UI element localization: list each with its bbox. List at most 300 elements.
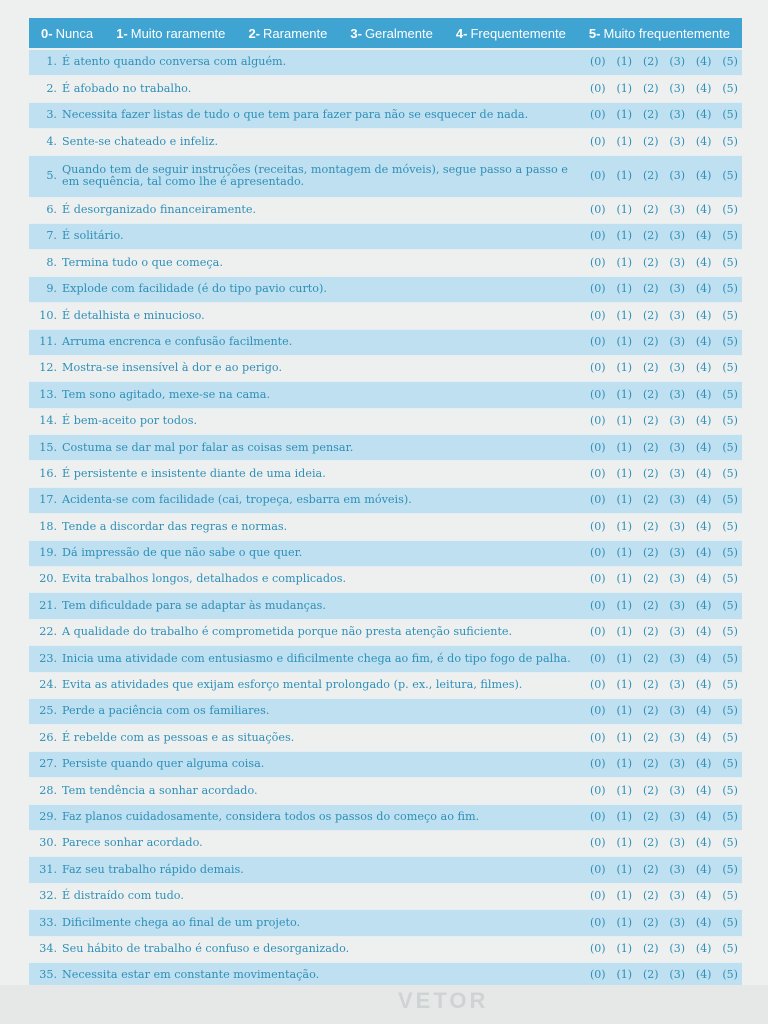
answer-options [590, 310, 742, 323]
answer-option-2[interactable]: (2) [642, 941, 659, 955]
question-row [29, 156, 742, 198]
answer-option-5[interactable]: (5) [722, 55, 738, 69]
question-row [29, 805, 742, 831]
answer-option-4[interactable]: (4) [695, 915, 712, 929]
question-row [29, 593, 742, 619]
answer-option-2[interactable]: (2) [642, 572, 659, 586]
answer-option-5[interactable]: (5) [722, 915, 738, 929]
answer-option-4[interactable]: (4) [695, 651, 712, 665]
answer-option-0[interactable]: (0) [590, 757, 606, 771]
answer-option-0[interactable]: (0) [590, 387, 606, 401]
question-number: 32. [39, 889, 57, 903]
answer-option-3[interactable]: (3) [669, 836, 685, 850]
question-number: 23. [39, 651, 57, 665]
answer-option-0[interactable]: (0) [590, 334, 606, 348]
answer-option-2[interactable]: (2) [642, 334, 659, 348]
answer-option-5[interactable]: (5) [722, 704, 738, 718]
answer-option-4[interactable]: (4) [695, 282, 712, 296]
answer-option-4[interactable]: (4) [695, 203, 712, 216]
answer-option-5[interactable]: (5) [722, 466, 738, 480]
answer-option-4[interactable]: (4) [695, 889, 712, 903]
answer-option-1[interactable]: (1) [616, 134, 633, 148]
answer-option-2[interactable]: (2) [642, 229, 659, 243]
answer-option-1[interactable]: (1) [616, 334, 633, 348]
answer-option-2[interactable]: (2) [642, 81, 659, 95]
answer-option-0[interactable]: (0) [590, 55, 606, 69]
answer-option-4[interactable]: (4) [695, 836, 712, 850]
question-list [29, 50, 742, 989]
answer-option-0[interactable]: (0) [590, 836, 606, 850]
question-text: A qualidade do trabalho é comprometida porque não presta atenção suficiente. [62, 625, 513, 639]
answer-option-2[interactable]: (2) [642, 783, 659, 797]
answer-option-5[interactable]: (5) [722, 414, 738, 428]
answer-option-1[interactable]: (1) [616, 255, 633, 269]
answer-option-0[interactable]: (0) [590, 81, 606, 95]
answer-option-3[interactable]: (3) [669, 466, 685, 480]
question-text: Arruma encrenca e confusão facilmente. [62, 334, 293, 348]
answer-option-1[interactable]: (1) [616, 440, 633, 454]
answer-option-3[interactable]: (3) [669, 625, 685, 639]
answer-option-0[interactable]: (0) [590, 862, 606, 876]
answer-options [590, 864, 742, 877]
answer-option-0[interactable]: (0) [590, 889, 606, 903]
answer-option-0[interactable]: (0) [590, 572, 606, 586]
answer-option-0[interactable]: (0) [590, 308, 606, 322]
answer-option-1[interactable]: (1) [616, 361, 633, 375]
answer-options [590, 109, 742, 122]
question-number: 13. [39, 387, 57, 401]
answer-option-2[interactable]: (2) [642, 598, 659, 612]
answer-option-5[interactable]: (5) [722, 968, 738, 982]
answer-options [590, 83, 742, 96]
answer-option-2[interactable]: (2) [642, 134, 659, 148]
answer-option-4[interactable]: (4) [695, 134, 712, 148]
answer-options [590, 468, 742, 481]
answer-option-2[interactable]: (2) [642, 282, 659, 296]
question-number: 16. [39, 466, 57, 480]
question-number: 6. [46, 203, 57, 216]
answer-option-3[interactable]: (3) [669, 134, 685, 148]
answer-option-3[interactable]: (3) [669, 308, 685, 322]
answer-option-1[interactable]: (1) [616, 836, 633, 850]
answer-option-1[interactable]: (1) [616, 546, 633, 560]
answer-option-4[interactable]: (4) [695, 229, 712, 243]
question-text: Dificilmente chega ao final de um projeto. [62, 915, 301, 929]
answer-option-3[interactable]: (3) [669, 598, 685, 612]
question-text: Costuma se dar mal por falar as coisas sem pensar. [62, 440, 354, 454]
answer-option-0[interactable]: (0) [590, 546, 606, 560]
question-row [29, 50, 742, 76]
answer-option-3[interactable]: (3) [669, 757, 685, 771]
answer-option-1[interactable]: (1) [616, 941, 633, 955]
answer-option-5[interactable]: (5) [722, 493, 738, 507]
question-number: 7. [46, 229, 57, 243]
answer-option-5[interactable]: (5) [722, 783, 738, 797]
question-number: 5. [46, 168, 57, 182]
answer-option-3[interactable]: (3) [669, 255, 685, 269]
answer-option-3[interactable]: (3) [669, 387, 685, 401]
question-number: 28. [39, 783, 57, 797]
answer-option-0[interactable]: (0) [590, 414, 606, 428]
question-text: Sente-se chateado e infeliz. [62, 134, 219, 148]
answer-option-1[interactable]: (1) [616, 229, 633, 243]
answer-option-2[interactable]: (2) [642, 704, 659, 718]
answer-option-3[interactable]: (3) [669, 546, 685, 560]
answer-option-3[interactable]: (3) [669, 651, 685, 665]
question-number: 15. [39, 440, 57, 454]
answer-option-4[interactable]: (4) [695, 678, 712, 692]
answer-option-4[interactable]: (4) [695, 704, 712, 718]
answer-option-3[interactable]: (3) [669, 361, 685, 375]
answer-option-3[interactable]: (3) [669, 968, 685, 982]
question-number: 25. [39, 704, 57, 718]
question-number: 3. [46, 108, 57, 122]
answer-option-3[interactable]: (3) [669, 862, 685, 876]
answer-option-4[interactable]: (4) [695, 862, 712, 876]
answer-options [590, 758, 742, 771]
answer-option-2[interactable]: (2) [642, 651, 659, 665]
answer-options [590, 600, 742, 613]
answer-option-4[interactable]: (4) [695, 168, 712, 182]
answer-option-3[interactable]: (3) [669, 809, 685, 823]
answer-option-3[interactable]: (3) [669, 915, 685, 929]
answer-option-0[interactable]: (0) [590, 519, 606, 533]
answer-option-5[interactable]: (5) [722, 757, 738, 771]
answer-option-1[interactable]: (1) [616, 862, 633, 876]
answer-option-1[interactable]: (1) [616, 466, 633, 480]
publisher-logo: VETOR [398, 988, 489, 1013]
answer-option-1[interactable]: (1) [616, 81, 633, 95]
question-row [29, 620, 742, 646]
question-number: 30. [39, 836, 57, 850]
question-number: 22. [39, 625, 57, 639]
answer-option-3[interactable]: (3) [669, 783, 685, 797]
question-text: É distraído com tudo. [62, 889, 184, 903]
answer-option-3[interactable]: (3) [669, 55, 685, 69]
question-row [29, 198, 742, 224]
answer-option-5[interactable]: (5) [722, 361, 738, 375]
answer-option-4[interactable]: (4) [695, 255, 712, 269]
answer-option-2[interactable]: (2) [642, 203, 659, 216]
answer-option-0[interactable]: (0) [590, 440, 606, 454]
answer-option-2[interactable]: (2) [642, 308, 659, 322]
question-row [29, 250, 742, 276]
answer-option-0[interactable]: (0) [590, 466, 606, 480]
answer-option-2[interactable]: (2) [642, 968, 659, 982]
answer-option-0[interactable]: (0) [590, 915, 606, 929]
answer-option-1[interactable]: (1) [616, 108, 633, 122]
answer-option-5[interactable]: (5) [722, 546, 738, 560]
answer-option-5[interactable]: (5) [722, 809, 738, 823]
answer-option-3[interactable]: (3) [669, 941, 685, 955]
answer-option-0[interactable]: (0) [590, 783, 606, 797]
question-row [29, 435, 742, 461]
question-text: Necessita estar em constante movimentação. [62, 968, 320, 982]
answer-option-5[interactable]: (5) [722, 572, 738, 586]
answer-option-3[interactable]: (3) [669, 168, 685, 182]
answer-options [590, 917, 742, 930]
answer-option-3[interactable]: (3) [669, 519, 685, 533]
question-number: 33. [39, 915, 57, 929]
question-row [29, 752, 742, 778]
answer-option-4[interactable]: (4) [695, 55, 712, 69]
answer-option-4[interactable]: (4) [695, 308, 712, 322]
answer-options [590, 170, 742, 183]
answer-options [590, 283, 742, 296]
answer-option-4[interactable]: (4) [695, 783, 712, 797]
answer-option-2[interactable]: (2) [642, 387, 659, 401]
answer-option-4[interactable]: (4) [695, 414, 712, 428]
answer-option-1[interactable]: (1) [616, 55, 633, 69]
answer-option-5[interactable]: (5) [722, 651, 738, 665]
answer-option-1[interactable]: (1) [616, 387, 633, 401]
answer-option-3[interactable]: (3) [669, 414, 685, 428]
answer-option-1[interactable]: (1) [616, 282, 633, 296]
answer-option-3[interactable]: (3) [669, 730, 685, 744]
answer-option-0[interactable]: (0) [590, 168, 606, 182]
answer-option-5[interactable]: (5) [722, 678, 738, 692]
question-text: Persiste quando quer alguma coisa. [62, 757, 265, 771]
answer-option-0[interactable]: (0) [590, 651, 606, 665]
answer-option-1[interactable]: (1) [616, 572, 633, 586]
question-row [29, 831, 742, 857]
answer-option-3[interactable]: (3) [669, 334, 685, 348]
answer-option-5[interactable]: (5) [722, 730, 738, 744]
answer-option-1[interactable]: (1) [616, 651, 633, 665]
answer-option-5[interactable]: (5) [722, 334, 738, 348]
answer-option-4[interactable]: (4) [695, 968, 712, 982]
question-text: Necessita fazer listas de tudo o que tem para fazer para não se esquecer de nada. [62, 108, 529, 122]
question-text: Perde a paciência com os familiares. [62, 704, 270, 718]
answer-option-3[interactable]: (3) [669, 889, 685, 903]
answer-option-4[interactable]: (4) [695, 519, 712, 533]
answer-option-1[interactable]: (1) [616, 598, 633, 612]
question-number: 17. [39, 493, 57, 507]
answer-option-2[interactable]: (2) [642, 625, 659, 639]
answer-option-2[interactable]: (2) [642, 915, 659, 929]
answer-options [590, 336, 742, 349]
answer-option-1[interactable]: (1) [616, 889, 633, 903]
answer-option-1[interactable]: (1) [616, 519, 633, 533]
answer-option-1[interactable]: (1) [616, 168, 633, 182]
answer-option-5[interactable]: (5) [722, 168, 738, 182]
answer-option-2[interactable]: (2) [642, 889, 659, 903]
answer-option-2[interactable]: (2) [642, 809, 659, 823]
answer-options [590, 837, 742, 850]
answer-option-4[interactable]: (4) [695, 466, 712, 480]
question-row [29, 103, 742, 129]
question-text: É bem-aceito por todos. [62, 414, 198, 428]
answer-option-4[interactable]: (4) [695, 941, 712, 955]
question-number: 8. [46, 255, 57, 269]
answer-option-2[interactable]: (2) [642, 414, 659, 428]
answer-option-1[interactable]: (1) [616, 704, 633, 718]
answer-option-4[interactable]: (4) [695, 493, 712, 507]
answer-options [590, 626, 742, 639]
answer-option-5[interactable]: (5) [722, 598, 738, 612]
question-text: Tem dificuldade para se adaptar às mudanças. [62, 598, 326, 612]
question-text: Termina tudo o que começa. [62, 255, 223, 269]
answer-option-1[interactable]: (1) [616, 783, 633, 797]
question-text: É desorganizado financeiramente. [62, 203, 257, 216]
answer-options [590, 573, 742, 586]
answer-option-5[interactable]: (5) [722, 134, 738, 148]
question-row [29, 488, 742, 514]
answer-option-1[interactable]: (1) [616, 730, 633, 744]
answer-option-3[interactable]: (3) [669, 572, 685, 586]
answer-option-1[interactable]: (1) [616, 308, 633, 322]
answer-option-2[interactable]: (2) [642, 255, 659, 269]
answer-option-4[interactable]: (4) [695, 81, 712, 95]
answer-option-5[interactable]: (5) [722, 108, 738, 122]
question-number: 34. [39, 941, 57, 955]
answer-option-3[interactable]: (3) [669, 704, 685, 718]
question-number: 20. [39, 572, 57, 586]
answer-options [590, 969, 742, 982]
answer-option-5[interactable]: (5) [722, 519, 738, 533]
answer-option-3[interactable]: (3) [669, 678, 685, 692]
answer-option-4[interactable]: (4) [695, 572, 712, 586]
answer-option-2[interactable]: (2) [642, 55, 659, 69]
answer-option-0[interactable]: (0) [590, 108, 606, 122]
answer-option-1[interactable]: (1) [616, 493, 633, 507]
answer-option-4[interactable]: (4) [695, 440, 712, 454]
answer-option-5[interactable]: (5) [722, 889, 738, 903]
answer-option-5[interactable]: (5) [722, 941, 738, 955]
answer-option-5[interactable]: (5) [722, 862, 738, 876]
answer-options [590, 389, 742, 402]
answer-option-3[interactable]: (3) [669, 440, 685, 454]
answer-option-2[interactable]: (2) [642, 546, 659, 560]
answer-option-2[interactable]: (2) [642, 730, 659, 744]
answer-option-2[interactable]: (2) [642, 108, 659, 122]
question-number: 10. [39, 308, 57, 322]
answer-options [590, 230, 742, 243]
question-row [29, 699, 742, 725]
answer-option-2[interactable]: (2) [642, 440, 659, 454]
answer-option-2[interactable]: (2) [642, 757, 659, 771]
answer-options [590, 890, 742, 903]
answer-option-4[interactable]: (4) [695, 108, 712, 122]
question-text: É solitário. [62, 229, 124, 243]
answer-option-4[interactable]: (4) [695, 387, 712, 401]
answer-option-0[interactable]: (0) [590, 678, 606, 692]
answer-option-1[interactable]: (1) [616, 915, 633, 929]
answer-option-4[interactable]: (4) [695, 625, 712, 639]
question-number: 14. [39, 414, 57, 428]
answer-options [590, 811, 742, 824]
answer-option-0[interactable]: (0) [590, 968, 606, 982]
question-number: 24. [39, 678, 57, 692]
answer-option-3[interactable]: (3) [669, 108, 685, 122]
question-text: É persistente e insistente diante de uma ideia. [62, 466, 326, 480]
answer-option-0[interactable]: (0) [590, 361, 606, 375]
question-row [29, 567, 742, 593]
answer-option-1[interactable]: (1) [616, 203, 633, 216]
answer-option-2[interactable]: (2) [642, 836, 659, 850]
answer-option-3[interactable]: (3) [669, 493, 685, 507]
legend-item-1: 1- Muito raramente [116, 25, 226, 41]
answer-option-0[interactable]: (0) [590, 203, 606, 216]
question-text: É detalhista e minucioso. [62, 308, 205, 322]
question-text: É afobado no trabalho. [62, 81, 192, 95]
question-row [29, 514, 742, 540]
answer-option-5[interactable]: (5) [722, 203, 738, 216]
answer-option-1[interactable]: (1) [616, 414, 633, 428]
question-row [29, 725, 742, 751]
answer-option-2[interactable]: (2) [642, 862, 659, 876]
question-number: 2. [46, 81, 57, 95]
answer-option-5[interactable]: (5) [722, 440, 738, 454]
answer-option-2[interactable]: (2) [642, 519, 659, 533]
question-row [29, 461, 742, 487]
answer-option-5[interactable]: (5) [722, 308, 738, 322]
answer-option-5[interactable]: (5) [722, 836, 738, 850]
answer-option-0[interactable]: (0) [590, 134, 606, 148]
answer-option-1[interactable]: (1) [616, 757, 633, 771]
answer-option-4[interactable]: (4) [695, 598, 712, 612]
question-text: Explode com facilidade (é do tipo pavio curto). [62, 282, 327, 296]
answer-option-0[interactable]: (0) [590, 730, 606, 744]
answer-options [590, 415, 742, 428]
question-number: 12. [39, 361, 57, 375]
answer-option-5[interactable]: (5) [722, 625, 738, 639]
answer-option-1[interactable]: (1) [616, 809, 633, 823]
answer-option-0[interactable]: (0) [590, 625, 606, 639]
question-row [29, 910, 742, 936]
answer-option-2[interactable]: (2) [642, 678, 659, 692]
answer-option-0[interactable]: (0) [590, 493, 606, 507]
answer-option-0[interactable]: (0) [590, 809, 606, 823]
question-text: Faz planos cuidadosamente, considera todos os passos do começo ao fim. [62, 809, 480, 823]
answer-option-0[interactable]: (0) [590, 229, 606, 243]
answer-option-3[interactable]: (3) [669, 203, 685, 216]
answer-option-3[interactable]: (3) [669, 81, 685, 95]
answer-option-2[interactable]: (2) [642, 493, 659, 507]
answer-option-4[interactable]: (4) [695, 730, 712, 744]
answer-option-4[interactable]: (4) [695, 334, 712, 348]
answer-option-5[interactable]: (5) [722, 81, 738, 95]
answer-option-4[interactable]: (4) [695, 361, 712, 375]
answer-option-3[interactable]: (3) [669, 229, 685, 243]
question-text: Quando tem de seguir instruções (receitas, montagem de móveis), segue passo a passo e em sequência, tal como lhe é apresentado. [62, 162, 568, 189]
question-row [29, 330, 742, 356]
answer-option-1[interactable]: (1) [616, 678, 633, 692]
answer-option-5[interactable]: (5) [722, 282, 738, 296]
answer-option-4[interactable]: (4) [695, 546, 712, 560]
answer-option-2[interactable]: (2) [642, 361, 659, 375]
answer-option-1[interactable]: (1) [616, 968, 633, 982]
answer-option-0[interactable]: (0) [590, 598, 606, 612]
legend-item-4: 4- Frequentemente [455, 25, 566, 41]
answer-option-0[interactable]: (0) [590, 255, 606, 269]
answer-option-5[interactable]: (5) [722, 229, 738, 243]
answer-option-2[interactable]: (2) [642, 168, 659, 182]
answer-option-2[interactable]: (2) [642, 466, 659, 480]
question-row [29, 277, 742, 303]
answer-option-0[interactable]: (0) [590, 282, 606, 296]
answer-option-3[interactable]: (3) [669, 282, 685, 296]
answer-option-0[interactable]: (0) [590, 941, 606, 955]
answer-option-5[interactable]: (5) [722, 255, 738, 269]
answer-option-5[interactable]: (5) [722, 387, 738, 401]
answer-option-1[interactable]: (1) [616, 625, 633, 639]
answer-option-4[interactable]: (4) [695, 757, 712, 771]
question-row [29, 303, 742, 329]
answer-option-0[interactable]: (0) [590, 704, 606, 718]
question-number: 27. [39, 757, 57, 771]
answer-option-4[interactable]: (4) [695, 809, 712, 823]
